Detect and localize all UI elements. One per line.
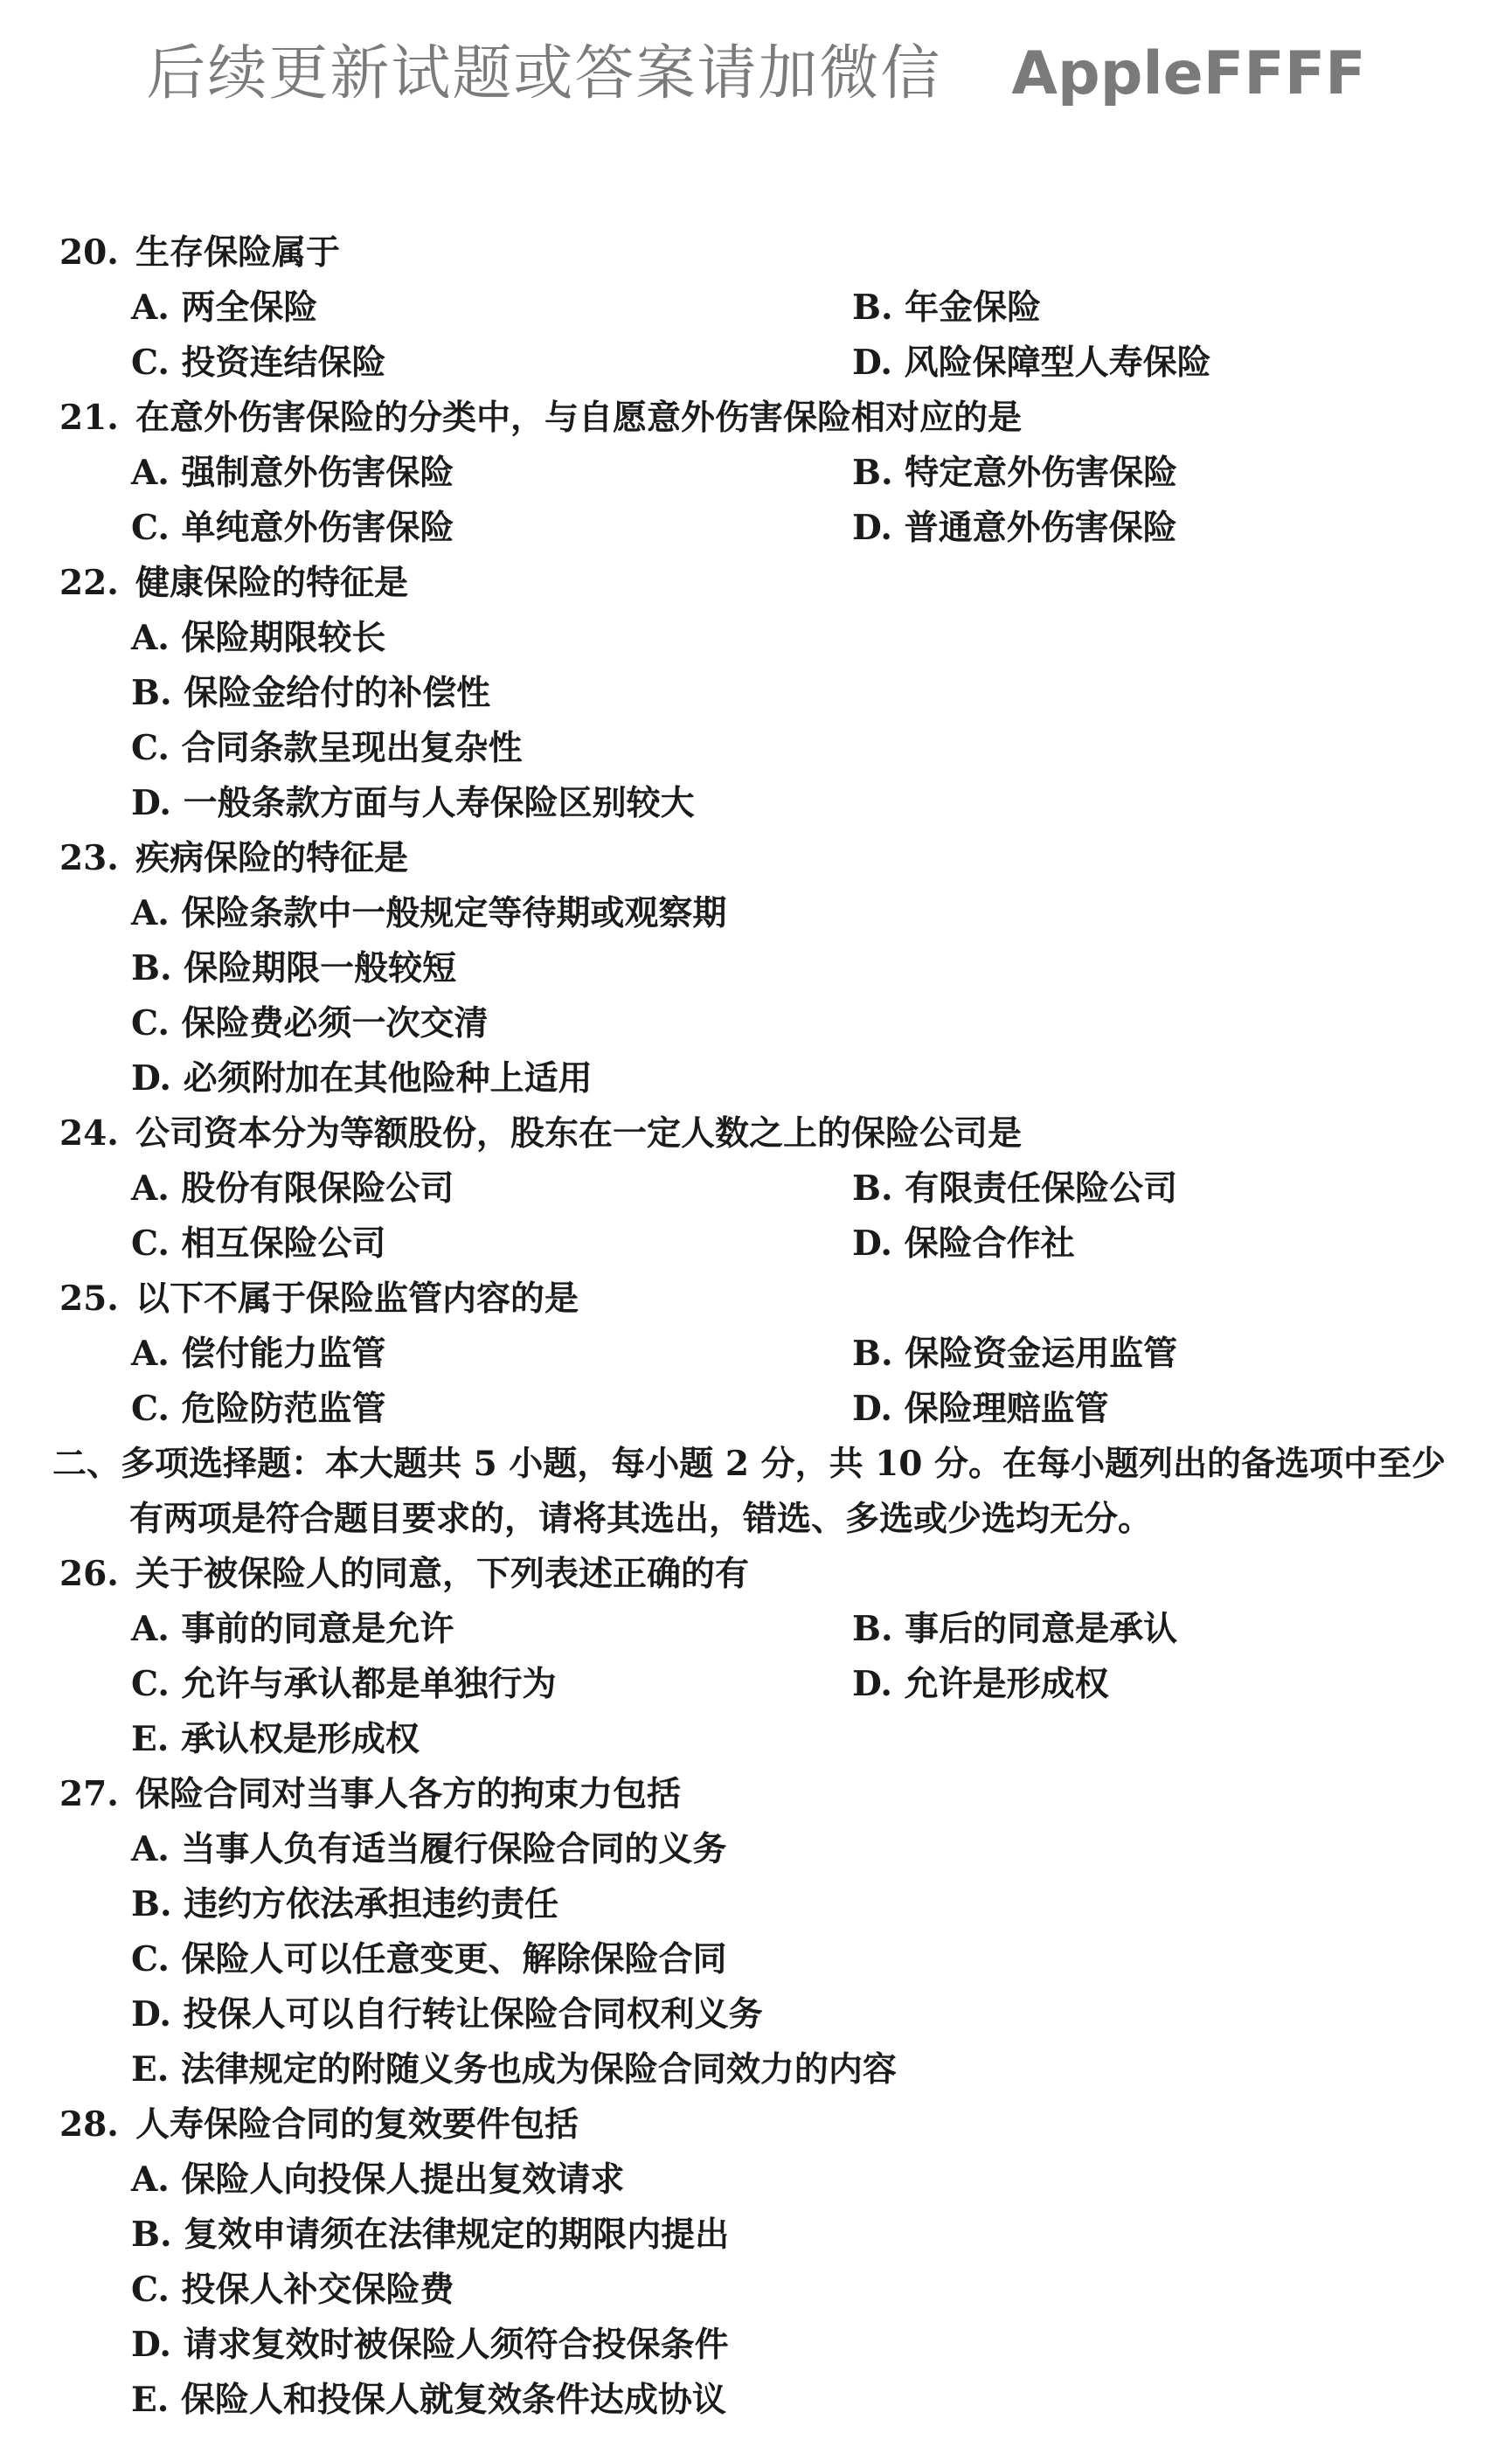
- options-row: [0, 1932, 1512, 1987]
- options-row: [0, 1051, 1512, 1106]
- options-row: [0, 1987, 1512, 2042]
- option: C. 保险人可以任意变更、解除保险合同: [131, 1939, 727, 1979]
- option: A. 保险条款中一般规定等待期或观察期: [131, 893, 727, 933]
- section-heading-line: [0, 1437, 1512, 1492]
- option: E. 法律规定的附随义务也成为保险合同效力的内容: [131, 2049, 897, 2090]
- option: D. 投保人可以自行转让保险合同权利义务: [131, 1994, 763, 2035]
- question-stem-row: [0, 2097, 1512, 2152]
- options-row: [0, 1822, 1512, 1877]
- options-row: [0, 1161, 1512, 1217]
- options-row: [0, 501, 1512, 556]
- question-stem-row: [0, 1547, 1512, 1602]
- option: E. 承认权是形成权: [131, 1719, 420, 1759]
- question-number: 20.: [59, 232, 119, 273]
- question-number: 25.: [59, 1279, 119, 1319]
- option: C. 投资连结保险: [131, 343, 386, 383]
- options-row: [0, 1217, 1512, 1272]
- option: D. 请求复效时被保险人须符合投保条件: [131, 2325, 729, 2365]
- options-row: [0, 996, 1512, 1051]
- question-stem-row: [0, 391, 1512, 446]
- options-row: [0, 2208, 1512, 2263]
- options-row: [0, 776, 1512, 831]
- option: C. 相互保险公司: [131, 1224, 386, 1264]
- option: D. 保险合作社: [852, 1224, 1075, 1264]
- section-heading-line: [0, 1492, 1512, 1547]
- option: D. 一般条款方面与人寿保险区别较大: [131, 783, 695, 823]
- options-row: [0, 1327, 1512, 1382]
- question-stem: 保险合同对当事人各方的拘束力包括: [135, 1774, 682, 1814]
- options-row: [0, 2152, 1512, 2208]
- options-row: [0, 281, 1512, 336]
- question-stem: 疾病保险的特征是: [135, 838, 409, 878]
- question-stem: 健康保险的特征是: [135, 563, 409, 603]
- option: A. 两全保险: [131, 288, 318, 328]
- question-stem: 人寿保险合同的复效要件包括: [135, 2104, 579, 2145]
- option: A. 保险人向投保人提出复效请求: [131, 2159, 625, 2200]
- option: E. 保险人和投保人就复效条件达成协议: [131, 2380, 726, 2420]
- option: B. 复效申请须在法律规定的期限内提出: [131, 2215, 730, 2255]
- question-number: 21.: [59, 398, 119, 438]
- options-row: [0, 941, 1512, 996]
- question-number: 26.: [59, 1554, 119, 1594]
- option: D. 风险保障型人寿保险: [852, 343, 1211, 383]
- question-stem: 在意外伤害保险的分类中，与自愿意外伤害保险相对应的是: [135, 398, 1023, 438]
- option: D. 保险理赔监管: [852, 1389, 1109, 1429]
- question-stem: 公司资本分为等额股份，股东在一定人数之上的保险公司是: [135, 1113, 1023, 1154]
- question-number: 24.: [59, 1113, 119, 1154]
- options-row: [0, 2263, 1512, 2318]
- option: A. 股份有限保险公司: [131, 1168, 454, 1209]
- option: B. 保险金给付的补偿性: [131, 673, 491, 713]
- watermark-text: 后续更新试题或答案请加微信: [146, 39, 942, 108]
- options-row: [0, 1602, 1512, 1657]
- option: C. 危险防范监管: [131, 1389, 386, 1429]
- question-stem-row: [0, 225, 1512, 281]
- question-stem-row: [0, 1106, 1512, 1161]
- question-stem-row: [0, 1272, 1512, 1327]
- option: B. 保险资金运用监管: [852, 1334, 1178, 1374]
- option: B. 有限责任保险公司: [852, 1168, 1178, 1209]
- option: C. 合同条款呈现出复杂性: [131, 728, 523, 768]
- options-row: [0, 666, 1512, 721]
- options-row: [0, 2042, 1512, 2097]
- options-row: [0, 1712, 1512, 1767]
- section-heading-text: 有两项是符合题目要求的，请将其选出，错选、多选或少选均无分。: [129, 1499, 1153, 1539]
- option: C. 投保人补交保险费: [131, 2270, 454, 2310]
- options-row: [0, 1877, 1512, 1932]
- option: C. 单纯意外伤害保险: [131, 508, 454, 548]
- option: B. 特定意外伤害保险: [852, 453, 1178, 493]
- option: D. 普通意外伤害保险: [852, 508, 1177, 548]
- question-stem-row: [0, 556, 1512, 611]
- option: A. 偿付能力监管: [131, 1334, 386, 1374]
- options-row: [0, 2318, 1512, 2373]
- options-row: [0, 1382, 1512, 1437]
- option: C. 允许与承认都是单独行为: [131, 1664, 557, 1704]
- question-number: 23.: [59, 838, 119, 878]
- exam-questions: [0, 225, 1512, 2428]
- option: B. 事后的同意是承认: [852, 1609, 1178, 1649]
- question-stem: 生存保险属于: [135, 232, 341, 273]
- option: A. 事前的同意是允许: [131, 1609, 454, 1649]
- section-heading-text: 二、多项选择题：本大题共 5 小题，每小题 2 分，共 10 分。在每小题列出的备选项中至少: [52, 1444, 1446, 1484]
- watermark-banner: [0, 26, 1512, 111]
- options-row: [0, 336, 1512, 391]
- options-row: [0, 1657, 1512, 1712]
- question-stem-row: [0, 1767, 1512, 1822]
- option: B. 年金保险: [852, 288, 1042, 328]
- option: B. 保险期限一般较短: [131, 948, 457, 988]
- option: B. 违约方依法承担违约责任: [131, 1884, 559, 1924]
- option: A. 保险期限较长: [131, 618, 386, 658]
- option: A. 强制意外伤害保险: [131, 453, 454, 493]
- question-stem: 以下不属于保险监管内容的是: [135, 1279, 579, 1319]
- options-row: [0, 611, 1512, 666]
- option: D. 允许是形成权: [852, 1664, 1109, 1704]
- question-number: 28.: [59, 2104, 119, 2145]
- options-row: [0, 2373, 1512, 2428]
- option: C. 保险费必须一次交清: [131, 1003, 489, 1043]
- option: D. 必须附加在其他险种上适用: [131, 1058, 593, 1099]
- watermark-wechat-id: AppleFFFF: [1011, 39, 1366, 108]
- question-stem-row: [0, 831, 1512, 886]
- options-row: [0, 446, 1512, 501]
- options-row: [0, 886, 1512, 941]
- option: A. 当事人负有适当履行保险合同的义务: [131, 1829, 727, 1869]
- question-stem: 关于被保险人的同意，下列表述正确的有: [135, 1554, 750, 1594]
- options-row: [0, 721, 1512, 776]
- question-number: 22.: [59, 563, 119, 603]
- question-number: 27.: [59, 1774, 119, 1814]
